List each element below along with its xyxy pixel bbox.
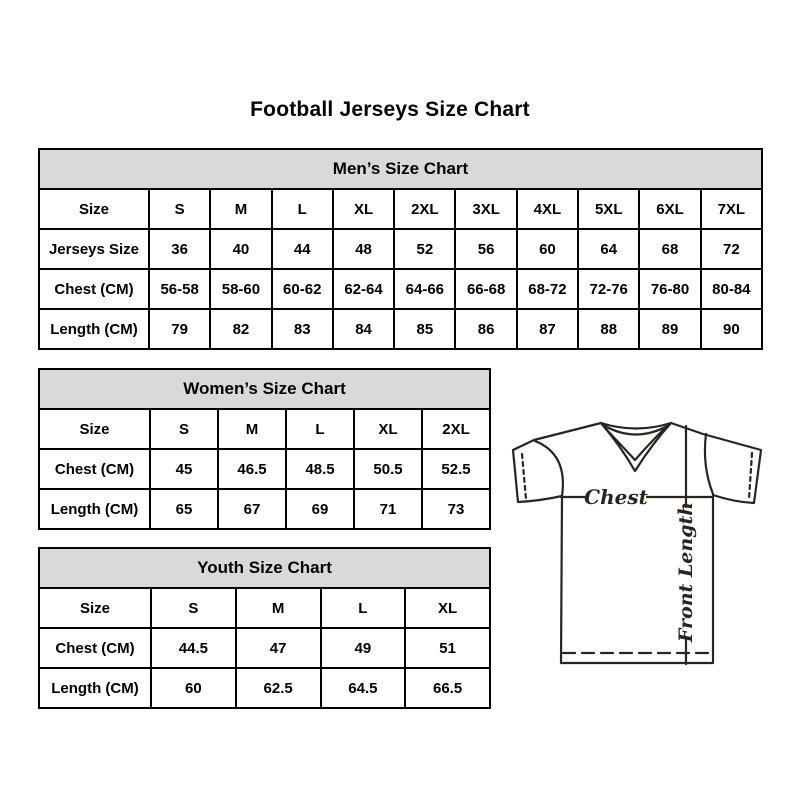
- size-value-cell: 68: [639, 229, 700, 269]
- size-value-cell: 62.5: [236, 668, 321, 708]
- size-value-cell: 66.5: [405, 668, 490, 708]
- youth-size-table: [38, 547, 491, 709]
- size-value-cell: 52.5: [422, 449, 490, 489]
- mens-table-title: Men’s Size Chart: [39, 149, 762, 189]
- size-value-cell: 60: [517, 229, 578, 269]
- womens-size-table: [38, 368, 491, 530]
- collar-back-top: [601, 423, 671, 429]
- size-value-cell: 86: [455, 309, 516, 349]
- size-value-cell: S: [149, 189, 210, 229]
- table-row: [39, 628, 490, 668]
- size-value-cell: 76-80: [639, 269, 700, 309]
- row-label-cell: Chest (CM): [39, 628, 151, 668]
- row-label-cell: Length (CM): [39, 489, 150, 529]
- size-value-cell: 64: [578, 229, 639, 269]
- size-value-cell: XL: [354, 409, 422, 449]
- size-value-cell: 2XL: [394, 189, 455, 229]
- table-row: [39, 588, 490, 628]
- size-value-cell: 73: [422, 489, 490, 529]
- front-length-label: Front Length: [675, 501, 697, 643]
- row-label-cell: Length (CM): [39, 309, 149, 349]
- size-value-cell: 4XL: [517, 189, 578, 229]
- size-value-cell: 85: [394, 309, 455, 349]
- size-value-cell: 68-72: [517, 269, 578, 309]
- chest-label: Chest: [584, 485, 648, 509]
- size-value-cell: 49: [321, 628, 406, 668]
- table-row: [39, 269, 762, 309]
- left-cuff-dashed-line: [522, 454, 526, 499]
- size-value-cell: 44: [272, 229, 333, 269]
- size-value-cell: 88: [578, 309, 639, 349]
- row-label-cell: Length (CM): [39, 668, 151, 708]
- table-row: [39, 229, 762, 269]
- size-value-cell: 65: [150, 489, 218, 529]
- size-value-cell: 47: [236, 628, 321, 668]
- table-row: [39, 309, 762, 349]
- table-header-row: [39, 548, 490, 588]
- size-value-cell: M: [236, 588, 321, 628]
- table-header-row: [39, 149, 762, 189]
- size-value-cell: M: [210, 189, 271, 229]
- size-value-cell: 60: [151, 668, 236, 708]
- size-value-cell: L: [286, 409, 354, 449]
- row-label-cell: Size: [39, 189, 149, 229]
- size-value-cell: 64-66: [394, 269, 455, 309]
- size-value-cell: 79: [149, 309, 210, 349]
- size-value-cell: 80-84: [701, 269, 762, 309]
- size-value-cell: 69: [286, 489, 354, 529]
- size-value-cell: 72-76: [578, 269, 639, 309]
- size-value-cell: XL: [333, 189, 394, 229]
- size-value-cell: 36: [149, 229, 210, 269]
- page-title: Football Jerseys Size Chart: [250, 98, 530, 121]
- left-sleeve-seam: [535, 441, 563, 496]
- mens-size-table: [38, 148, 763, 350]
- size-value-cell: S: [150, 409, 218, 449]
- size-value-cell: 89: [639, 309, 700, 349]
- size-value-cell: 58-60: [210, 269, 271, 309]
- table-row: [39, 189, 762, 229]
- row-label-cell: Jerseys Size: [39, 229, 149, 269]
- womens-table-title: Women’s Size Chart: [39, 369, 490, 409]
- size-value-cell: XL: [405, 588, 490, 628]
- size-value-cell: 40: [210, 229, 271, 269]
- size-value-cell: 67: [218, 489, 286, 529]
- table-row: [39, 489, 490, 529]
- size-value-cell: M: [218, 409, 286, 449]
- size-value-cell: 71: [354, 489, 422, 529]
- collar-inner-v: [605, 427, 666, 460]
- size-value-cell: 62-64: [333, 269, 394, 309]
- size-value-cell: 90: [701, 309, 762, 349]
- size-value-cell: 48.5: [286, 449, 354, 489]
- size-value-cell: L: [272, 189, 333, 229]
- jersey-measurement-illustration: [506, 410, 770, 668]
- size-value-cell: 56-58: [149, 269, 210, 309]
- size-value-cell: 64.5: [321, 668, 406, 708]
- youth-table-title: Youth Size Chart: [39, 548, 490, 588]
- row-label-cell: Chest (CM): [39, 269, 149, 309]
- size-value-cell: 48: [333, 229, 394, 269]
- table-row: [39, 668, 490, 708]
- size-value-cell: 46.5: [218, 449, 286, 489]
- size-value-cell: 51: [405, 628, 490, 668]
- right-sleeve-seam: [705, 434, 713, 494]
- size-value-cell: 72: [701, 229, 762, 269]
- size-value-cell: 83: [272, 309, 333, 349]
- size-value-cell: 45: [150, 449, 218, 489]
- row-label-cell: Size: [39, 409, 150, 449]
- size-value-cell: 6XL: [639, 189, 700, 229]
- size-value-cell: 82: [210, 309, 271, 349]
- row-label-cell: Size: [39, 588, 151, 628]
- size-value-cell: 2XL: [422, 409, 490, 449]
- size-value-cell: S: [151, 588, 236, 628]
- size-value-cell: 87: [517, 309, 578, 349]
- size-value-cell: 84: [333, 309, 394, 349]
- table-row: [39, 449, 490, 489]
- table-header-row: [39, 369, 490, 409]
- size-value-cell: 3XL: [455, 189, 516, 229]
- right-cuff-dashed-line: [749, 453, 752, 499]
- size-value-cell: 50.5: [354, 449, 422, 489]
- size-value-cell: 5XL: [578, 189, 639, 229]
- size-value-cell: 7XL: [701, 189, 762, 229]
- size-value-cell: 60-62: [272, 269, 333, 309]
- size-value-cell: L: [321, 588, 406, 628]
- size-value-cell: 56: [455, 229, 516, 269]
- row-label-cell: Chest (CM): [39, 449, 150, 489]
- size-value-cell: 52: [394, 229, 455, 269]
- size-value-cell: 66-68: [455, 269, 516, 309]
- size-value-cell: 44.5: [151, 628, 236, 668]
- table-row: [39, 409, 490, 449]
